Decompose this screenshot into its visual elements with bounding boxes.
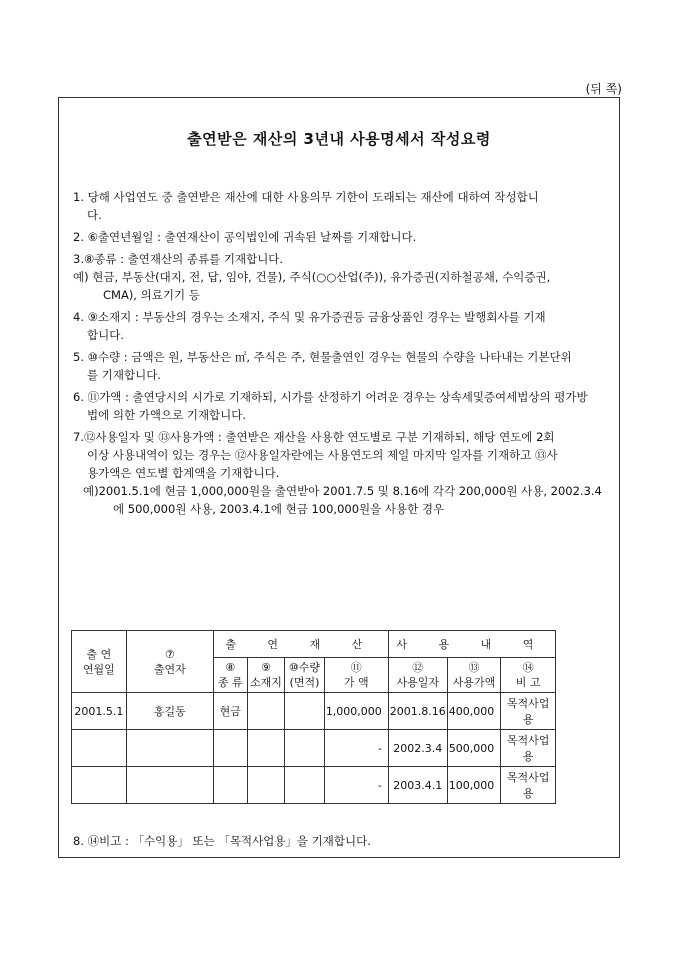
footnote: 8. ⑭비고 : 「수익용」 또는 「목적사업용」을 기재합니다. [73, 834, 371, 848]
header-date: 출 연 연월일 [72, 631, 127, 693]
cell-location [247, 730, 284, 767]
table-row [72, 693, 556, 730]
cell-donor [126, 767, 213, 804]
cell-usage-date: 2001.8.16 [388, 693, 447, 730]
instruction-line: 6. ⑪가액 : 출연당시의 시가로 기재하되, 시가를 산정하기 어려운 경우는 상속세및증여세법상의 평가방 [73, 390, 588, 404]
instruction-1 [73, 188, 605, 224]
cell-note: 목적사업용 [501, 693, 556, 730]
header-note: ⑭ 비 고 [501, 658, 556, 693]
instruction-line: 를 기재합니다. [87, 368, 161, 382]
header-quantity: ⑩수량 (면적) [285, 658, 325, 693]
instruction-5 [73, 348, 605, 384]
instruction-line: 용가액은 연도별 합계액을 기재합니다. [87, 466, 280, 480]
cell-note: 목적사업용 [501, 767, 556, 804]
cell-type [213, 767, 247, 804]
instruction-4 [73, 308, 605, 344]
table-row [72, 730, 556, 767]
instruction-line: 4. ⑨소재지 : 부동산의 경우는 소재지, 주식 및 유가증권등 금융상품인 경우는 발행회사를 기재 [73, 310, 546, 324]
page-side-label: (뒤 쪽) [585, 82, 622, 96]
cell-quantity [285, 767, 325, 804]
instruction-line: 다. [87, 208, 102, 222]
header-donor-label: 출연자 [153, 662, 186, 676]
usage-ledger-table [71, 630, 556, 804]
cell-note: 목적사업용 [501, 730, 556, 767]
cell-location [247, 693, 284, 730]
instruction-line: 2. ⑥출연년월일 : 출연재산이 공익법인에 귀속된 날짜를 기재합니다. [73, 230, 417, 244]
instruction-line: 5. ⑩수량 : 금액은 원, 부동산은 ㎡, 주식은 주, 현물출연인 경우는 현물의 수량을 나타내는 기본단위 [73, 350, 572, 364]
header-usage-amount: ⑬ 사용가액 [447, 658, 501, 693]
header-value: ⑪ 가 액 [324, 658, 388, 693]
instruction-line: 법에 의한 가액으로 기재합니다. [87, 408, 247, 422]
example-line: 에 500,000원 사용, 2003.4.1에 현금 100,000원을 사용한 경우 [113, 502, 445, 516]
cell-usage-date: 2002.3.4 [388, 730, 447, 767]
cell-date: 2001.5.1 [72, 693, 127, 730]
instruction-list [73, 188, 605, 522]
document-title: 출연받은 재산의 3년내 사용명세서 작성요령 [187, 130, 491, 148]
example-line: CMA), 의료기기 등 [103, 288, 200, 302]
cell-date [72, 767, 127, 804]
cell-location [247, 767, 284, 804]
cell-usage-amount: 100,000 [447, 767, 501, 804]
instruction-line: 이상 사용내역이 있는 경우는 ⑫사용일자란에는 사용연도의 제일 마지막 일자를 기재하고 ⑬사 [87, 448, 558, 462]
instruction-3 [73, 250, 605, 304]
cell-usage-date: 2003.4.1 [388, 767, 447, 804]
cell-donor: 홍길동 [126, 693, 213, 730]
header-type: ⑧ 종 류 [213, 658, 247, 693]
cell-type [213, 730, 247, 767]
cell-quantity [285, 730, 325, 767]
cell-value: - [324, 767, 388, 804]
cell-usage-amount: 500,000 [447, 730, 501, 767]
header-location: ⑨ 소재지 [247, 658, 284, 693]
header-usage-date: ⑫ 사용일자 [388, 658, 447, 693]
instruction-line: 합니다. [87, 328, 124, 342]
cell-donor [126, 730, 213, 767]
header-usage-details: 사 용 내 역 [388, 631, 555, 658]
cell-value: 1,000,000 [324, 693, 388, 730]
instruction-line: 3.⑧종류 : 출연재산의 종류를 기재합니다. [73, 252, 284, 266]
cell-quantity [285, 693, 325, 730]
cell-date [72, 730, 127, 767]
instruction-2 [73, 228, 605, 246]
header-donor [126, 631, 213, 693]
example-line: 예)2001.5.1에 현금 1,000,000원을 출연받아 2001.7.5 및 8.16에 각각 200,000원 사용, 2002.3.4 [83, 484, 602, 498]
table-row [72, 767, 556, 804]
example-line: 예) 현금, 부동산(대지, 전, 답, 임야, 건물), 주식(○○산업(주)), 유가증권(지하철공채, 수익증권, [73, 270, 551, 284]
document-frame [58, 97, 620, 858]
cell-type: 현금 [213, 693, 247, 730]
cell-usage-amount: 400,000 [447, 693, 501, 730]
instruction-7 [73, 428, 605, 518]
header-donor-no: ⑦ [164, 647, 175, 661]
header-donated-assets: 출 연 재 산 [213, 631, 388, 658]
cell-value: - [324, 730, 388, 767]
instruction-line: 1. 당해 사업연도 중 출연받은 재산에 대한 사용의무 기한이 도래되는 재산에 대하여 작성합니 [73, 190, 539, 204]
instruction-line: 7.⑫사용일자 및 ⑬사용가액 : 출연받은 재산을 사용한 연도별로 구분 기재하되, 해당 연도에 2회 [73, 430, 555, 444]
instruction-6 [73, 388, 605, 424]
